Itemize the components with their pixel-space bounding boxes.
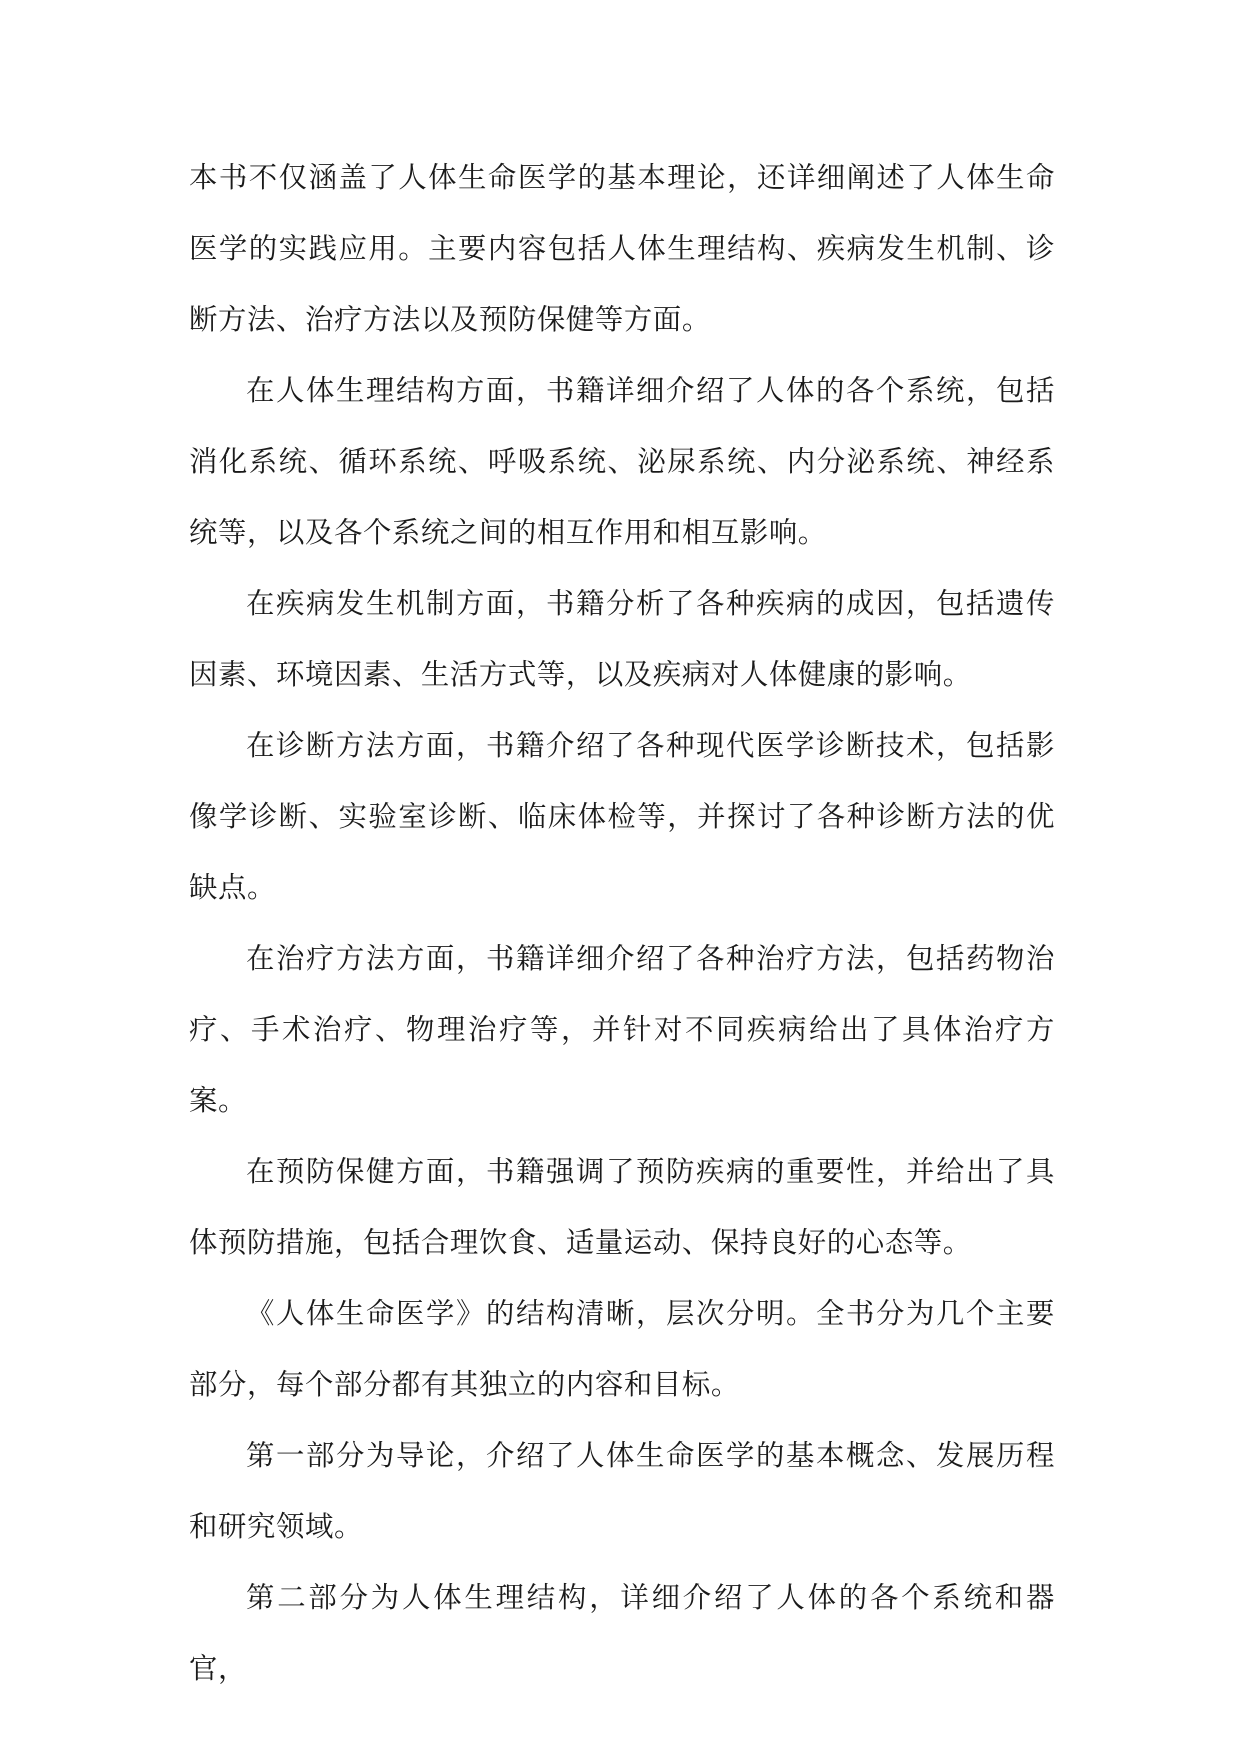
paragraph-part-two: 第二部分为人体生理结构，详细介绍了人体的各个系统和器官， (189, 1581, 1055, 1685)
paragraph-prevention: 在预防保健方面，书籍强调了预防疾病的重要性，并给出了具体预防措施，包括合理饮食、适量运动、保持良好的心态等。 (189, 1155, 1055, 1259)
body-text (189, 142, 1055, 1704)
paragraph-treatment: 在治疗方法方面，书籍详细介绍了各种治疗方法，包括药物治疗、手术治疗、物理治疗等，并针对不同疾病给出了具体治疗方案。 (189, 942, 1055, 1117)
paragraph-intro: 本书不仅涵盖了人体生命医学的基本理论，还详细阐述了人体生命医学的实践应用。主要内容包括人体生理结构、疾病发生机制、诊断方法、治疗方法以及预防保健等方面。 (189, 161, 1055, 336)
paragraph-physiology: 在人体生理结构方面，书籍详细介绍了人体的各个系统，包括消化系统、循环系统、呼吸系统、泌尿系统、内分泌系统、神经系统等，以及各个系统之间的相互作用和相互影响。 (189, 374, 1055, 549)
paragraph-structure: 《人体生命医学》的结构清晰，层次分明。全书分为几个主要部分，每个部分都有其独立的内容和目标。 (189, 1297, 1055, 1401)
paragraph-pathogenesis: 在疾病发生机制方面，书籍分析了各种疾病的成因，包括遗传因素、环境因素、生活方式等，以及疾病对人体健康的影响。 (189, 587, 1055, 691)
paragraph-part-one: 第一部分为导论，介绍了人体生命医学的基本概念、发展历程和研究领域。 (189, 1439, 1055, 1543)
paragraph-diagnosis: 在诊断方法方面，书籍介绍了各种现代医学诊断技术，包括影像学诊断、实验室诊断、临床体检等，并探讨了各种诊断方法的优缺点。 (189, 729, 1055, 904)
